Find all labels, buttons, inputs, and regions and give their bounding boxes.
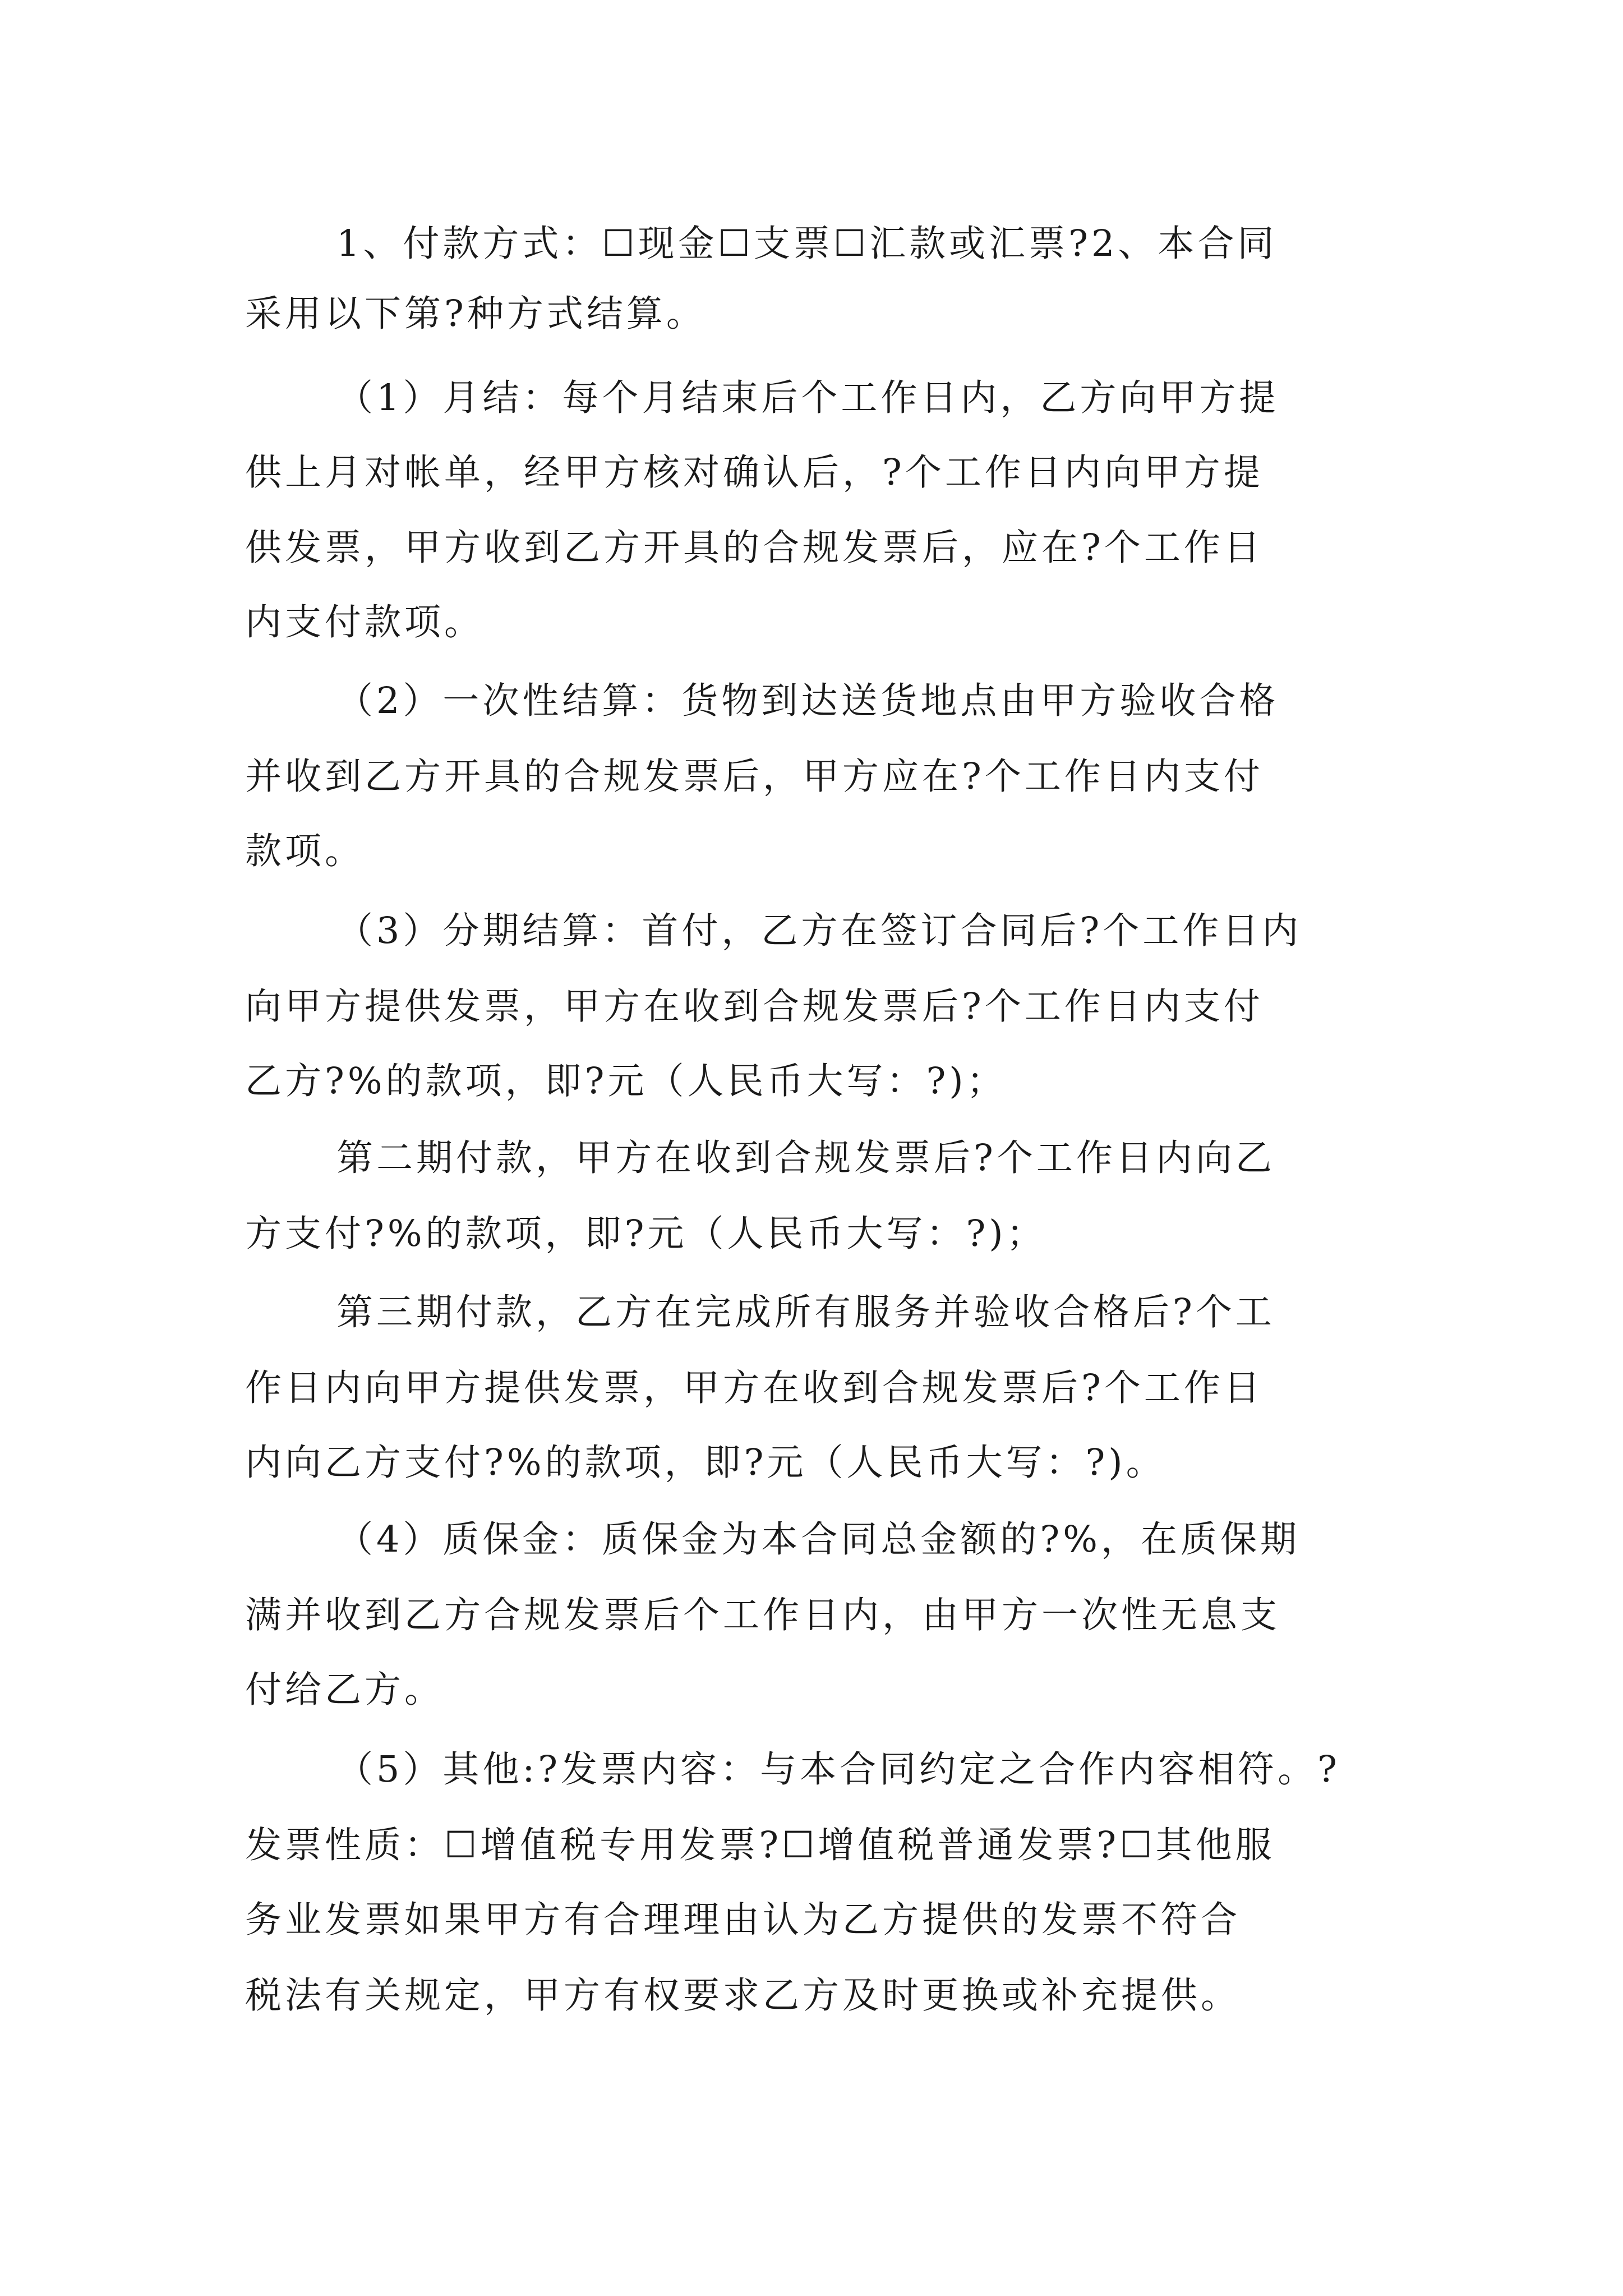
text-line: 税法有关规定，甲方有权要求乙方及时更换或补充提供。 — [245, 1975, 1241, 2017]
text-line: 务业发票如果甲方有合理理由认为乙方提供的发票不符合 — [245, 1899, 1241, 1941]
text-line: （2）一次性结算：货物到达送货地点由甲方验收合格 — [336, 680, 1279, 722]
text-line: 内支付款项。 — [245, 601, 485, 643]
text-line: 供上月对帐单，经甲方核对确认后，?个工作日内向甲方提 — [245, 452, 1264, 494]
text-line: （4）质保金：质保金为本合同总金额的?%，在质保期 — [336, 1519, 1300, 1561]
text-line: 第三期付款，乙方在完成所有服务并验收合格后?个工 — [336, 1291, 1275, 1333]
text-line: 款项。 — [245, 830, 365, 872]
text-line: 采用以下第?种方式结算。 — [245, 293, 706, 335]
text-line: 发票性质：☐增值税专用发票?☐增值税普通发票?☐其他服 — [245, 1824, 1275, 1866]
text-line: 并收到乙方开具的合规发票后，甲方应在?个工作日内支付 — [245, 756, 1264, 798]
text-line: 向甲方提供发票，甲方在收到合规发票后?个工作日内支付 — [245, 986, 1264, 1028]
text-line: 满并收到乙方合规发票后个工作日内，由甲方一次性无息支 — [245, 1594, 1281, 1636]
text-line: 1、付款方式：☐现金☐支票☐汇款或汇票?2、本合同 — [336, 223, 1278, 265]
text-line: 方支付?%的款项，即?元（人民币大写：?)； — [245, 1213, 1046, 1255]
text-line: （5）其他:?发票内容：与本合同约定之合作内容相符。? — [336, 1749, 1340, 1791]
text-line: （3）分期结算：首付，乙方在签订合同后?个工作日内 — [336, 910, 1302, 952]
text-line: 作日内向甲方提供发票，甲方在收到合规发票后?个工作日 — [245, 1367, 1264, 1409]
text-line: 内向乙方支付?%的款项，即?元（人民币大写：?)。 — [245, 1442, 1166, 1484]
text-line: 第二期付款，甲方在收到合规发票后?个工作日内向乙 — [336, 1137, 1275, 1179]
text-line: （1）月结：每个月结束后个工作日内，乙方向甲方提 — [336, 377, 1279, 419]
text-line: 付给乙方。 — [245, 1669, 445, 1711]
text-line: 供发票，甲方收到乙方开具的合规发票后，应在?个工作日 — [245, 527, 1264, 569]
text-line: 乙方?%的款项，即?元（人民币大写：?)； — [245, 1060, 1007, 1102]
